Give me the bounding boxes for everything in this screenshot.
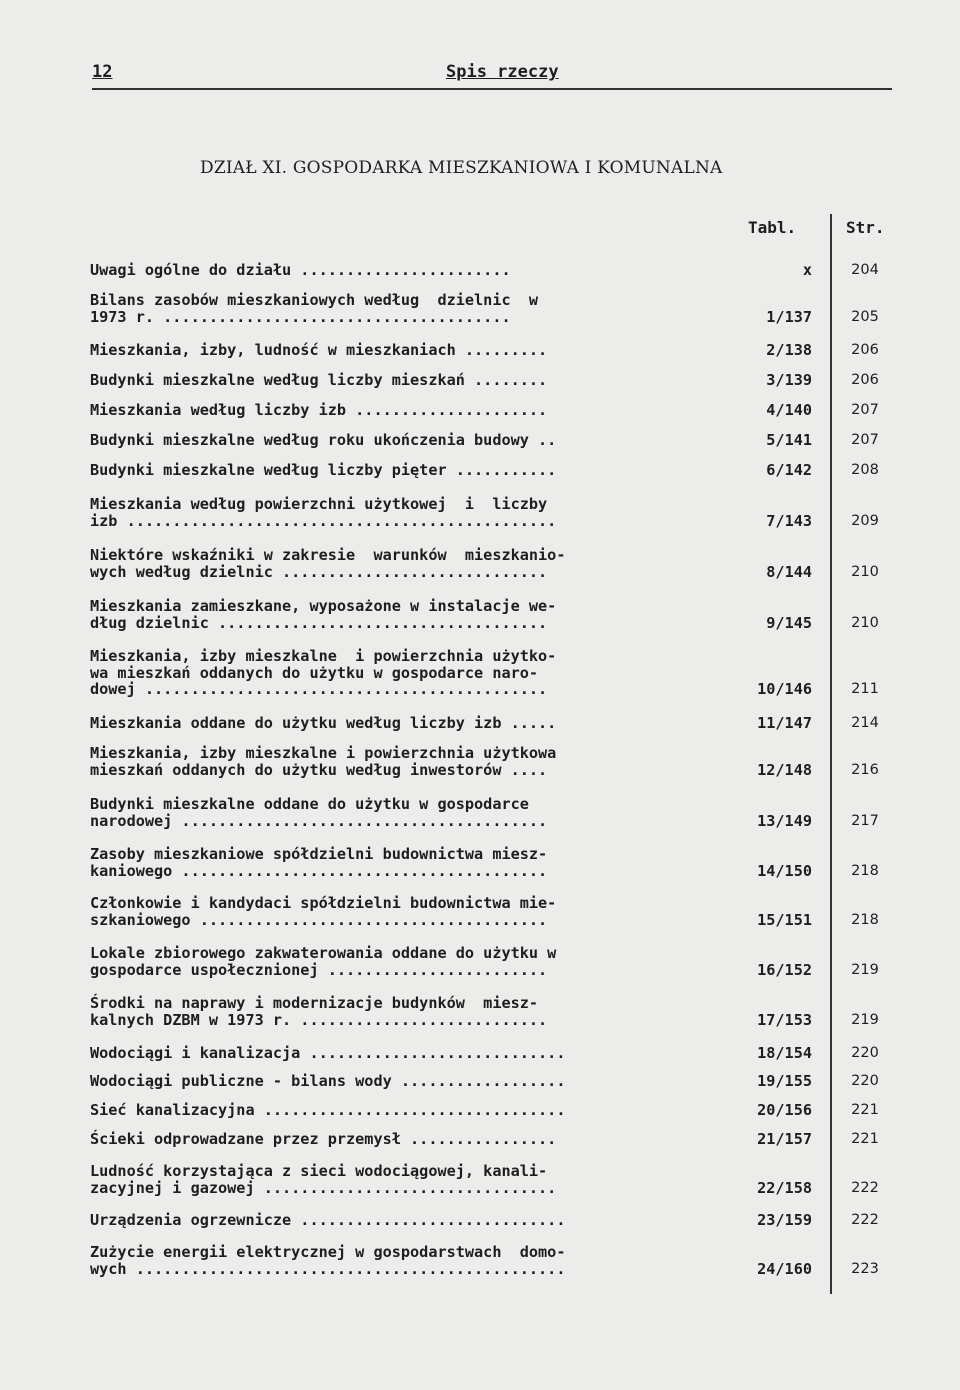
- entry-table-number: 22/158: [757, 1178, 812, 1197]
- entry-table-number: 6/142: [766, 461, 812, 479]
- entry-description-line: dowej ............................................: [90, 680, 548, 698]
- entry-page-number: 220: [851, 1073, 879, 1089]
- entry-description: [90, 1131, 705, 1148]
- entry-table-number: 17/153: [757, 1010, 812, 1029]
- entry-page-number: 214: [851, 715, 879, 731]
- entry-table-number: 11/147: [757, 714, 812, 732]
- entry-description-line: Zużycie energii elektrycznej w gospodarstwach domo-: [90, 1243, 566, 1261]
- entry-table-number: 18/154: [757, 1044, 812, 1062]
- toc-entry: [90, 1045, 890, 1062]
- entry-description-line: Środki na naprawy i modernizacje budynków miesz-: [90, 994, 539, 1012]
- toc-entry: [90, 598, 890, 631]
- entry-page-number: 217: [851, 812, 879, 829]
- toc-entry: [90, 432, 890, 449]
- entry-table-number: 14/150: [757, 861, 812, 880]
- entry-description-line: dług dzielnic ....................................: [90, 613, 548, 632]
- entry-description-line: mieszkań oddanych do użytku według inwestorów ....: [90, 760, 548, 779]
- entry-description: [90, 598, 705, 631]
- entry-table-number: 4/140: [766, 401, 812, 419]
- entry-description-line: Uwagi ogólne do działu .......................: [90, 261, 511, 279]
- entry-description-line: Sieć kanalizacyjna .................................: [90, 1101, 566, 1119]
- entry-table-number: x: [802, 261, 812, 279]
- entry-description-line: wa mieszkań oddanych do użytku w gospodarce naro-: [90, 663, 539, 682]
- entry-description-line: Mieszkania zamieszkane, wyposażone w instalacje we-: [90, 597, 557, 615]
- entry-description: [90, 462, 705, 479]
- entry-page-number: 216: [851, 761, 879, 778]
- entry-description: [90, 547, 705, 580]
- toc-entry: [90, 402, 890, 419]
- entry-description-line: Mieszkania według liczby izb .....................: [90, 401, 548, 419]
- entry-description: [90, 715, 705, 732]
- entry-description: [90, 945, 705, 978]
- entry-page-number: 218: [851, 911, 879, 928]
- entry-description-line: Budynki mieszkalne oddane do użytku w gospodarce: [90, 795, 529, 813]
- entry-page-number: 207: [851, 432, 879, 448]
- toc-entry: [90, 715, 890, 732]
- entry-description: [90, 372, 705, 389]
- entry-page-number: 209: [851, 512, 879, 529]
- entry-description-line: Ludność korzystająca z sieci wodociągowej, kanali-: [90, 1162, 548, 1180]
- toc-entry: [90, 462, 890, 479]
- entry-page-number: 220: [851, 1045, 879, 1061]
- toc-entry: [90, 745, 890, 778]
- running-title: Spis rzeczy: [446, 62, 559, 82]
- toc-entry: [90, 1073, 890, 1090]
- entry-page-number: 210: [851, 563, 879, 580]
- entry-description-line: Mieszkania oddane do użytku według liczby izb .....: [90, 714, 557, 732]
- toc-entry: [90, 1102, 890, 1119]
- entry-table-number: 19/155: [757, 1072, 812, 1090]
- entry-table-number: 2/138: [766, 341, 812, 359]
- entry-description-line: Mieszkania, izby mieszkalne i powierzchnia użytkowa: [90, 744, 557, 762]
- toc-entry: [90, 995, 890, 1028]
- entry-description: [90, 846, 705, 879]
- entry-page-number: 219: [851, 961, 879, 978]
- toc-entry: [90, 1244, 890, 1277]
- entry-description-line: Budynki mieszkalne według roku ukończenia budowy ..: [90, 431, 557, 449]
- entry-table-number: 3/139: [766, 371, 812, 389]
- entry-page-number: 211: [851, 681, 879, 697]
- entry-description-line: Urządzenia ogrzewnicze .............................: [90, 1211, 566, 1229]
- entry-description-line: Mieszkania, izby mieszkalne i powierzchnia użytko-: [90, 647, 557, 665]
- entry-description-line: Zasoby mieszkaniowe spółdzielni budownictwa miesz-: [90, 845, 548, 863]
- toc-entry: [90, 895, 890, 928]
- entry-description-line: zacyjnej i gazowej ................................: [90, 1178, 557, 1197]
- toc-entry: [90, 945, 890, 978]
- entry-description: [90, 432, 705, 449]
- toc-entry: [90, 292, 890, 325]
- entry-table-number: 24/160: [757, 1259, 812, 1278]
- entry-description-line: Niektóre wskaźniki w zakresie warunków mieszkanio-: [90, 546, 566, 564]
- entry-description: [90, 745, 705, 778]
- toc-entry: [90, 1131, 890, 1148]
- entry-table-number: 1/137: [766, 307, 812, 326]
- entry-table-number: 15/151: [757, 910, 812, 929]
- entry-table-number: 9/145: [766, 613, 812, 632]
- entry-description: [90, 895, 705, 928]
- header-rule: [92, 88, 892, 90]
- entry-description: [90, 1212, 705, 1229]
- entry-page-number: 221: [851, 1131, 879, 1147]
- entry-page-number: 222: [851, 1212, 879, 1228]
- entry-description: [90, 496, 705, 529]
- toc-entry: [90, 262, 890, 279]
- toc-entry: [90, 648, 890, 698]
- entry-description: [90, 1045, 705, 1062]
- toc-entry: [90, 1163, 890, 1196]
- entry-description-line: Wodociągi publiczne - bilans wody ..................: [90, 1072, 566, 1090]
- entry-description-line: gospodarce uspołecznionej ........................: [90, 960, 548, 979]
- entry-table-number: 13/149: [757, 811, 812, 830]
- toc-entry: [90, 796, 890, 829]
- entry-description: [90, 1102, 705, 1119]
- toc-entry: [90, 496, 890, 529]
- toc-entry: [90, 846, 890, 879]
- entry-description-line: wych według dzielnic .............................: [90, 562, 548, 581]
- entry-page-number: 206: [851, 372, 879, 388]
- entry-description-line: Bilans zasobów mieszkaniowych według dzielnic w: [90, 291, 539, 309]
- entry-table-number: 5/141: [766, 431, 812, 449]
- column-header-str: Str.: [846, 218, 885, 237]
- section-title: DZIAŁ XI. GOSPODARKA MIESZKANIOWA I KOMUNALNA: [200, 158, 723, 178]
- entry-table-number: 7/143: [766, 511, 812, 530]
- entry-description-line: Ścieki odprowadzane przez przemysł ................: [90, 1130, 557, 1148]
- entry-page-number: 222: [851, 1179, 879, 1196]
- entry-page-number: 219: [851, 1011, 879, 1028]
- entry-page-number: 205: [851, 308, 879, 325]
- entry-description-line: kaniowego ........................................: [90, 861, 548, 880]
- entry-page-number: 218: [851, 862, 879, 879]
- entry-description: [90, 1244, 705, 1277]
- entry-table-number: 21/157: [757, 1130, 812, 1148]
- entry-table-number: 10/146: [757, 680, 812, 698]
- entry-description: [90, 402, 705, 419]
- entry-description: [90, 648, 705, 698]
- entry-page-number: 204: [851, 262, 879, 278]
- entry-page-number: 206: [851, 342, 879, 358]
- entry-description: [90, 1073, 705, 1090]
- entry-description-line: wych ...............................................: [90, 1259, 566, 1278]
- entry-description-line: Mieszkania według powierzchni użytkowej i liczby: [90, 495, 548, 513]
- toc-entry: [90, 372, 890, 389]
- entry-page-number: 208: [851, 462, 879, 478]
- column-header-tabl: Tabl.: [748, 218, 797, 237]
- entry-table-number: 8/144: [766, 562, 812, 581]
- entry-page-number: 221: [851, 1102, 879, 1118]
- entry-description: [90, 292, 705, 325]
- entry-description-line: izb ...............................................: [90, 511, 557, 530]
- entry-table-number: 16/152: [757, 960, 812, 979]
- entry-table-number: 12/148: [757, 760, 812, 779]
- entry-description: [90, 1163, 705, 1196]
- entry-description-line: Lokale zbiorowego zakwaterowania oddane do użytku w: [90, 944, 557, 962]
- entry-description-line: szkaniowego ......................................: [90, 910, 548, 929]
- entry-description-line: Mieszkania, izby, ludność w mieszkaniach .........: [90, 341, 548, 359]
- entry-description-line: Wodociągi i kanalizacja ............................: [90, 1044, 566, 1062]
- entry-description: [90, 995, 705, 1028]
- entry-description: [90, 262, 705, 279]
- entry-description: [90, 796, 705, 829]
- entry-description-line: narodowej ........................................: [90, 811, 548, 830]
- entry-table-number: 23/159: [757, 1211, 812, 1229]
- entry-description-line: Budynki mieszkalne według liczby pięter ...........: [90, 461, 557, 479]
- entry-page-number: 210: [851, 614, 879, 631]
- entry-description-line: Budynki mieszkalne według liczby mieszkań ........: [90, 371, 548, 389]
- entry-table-number: 20/156: [757, 1101, 812, 1119]
- toc-entry: [90, 1212, 890, 1229]
- toc-entry: [90, 547, 890, 580]
- entry-description: [90, 342, 705, 359]
- entry-description-line: kalnych DZBM w 1973 r. ...........................: [90, 1010, 548, 1029]
- entry-description-line: 1973 r. ......................................: [90, 307, 511, 326]
- page-number: 12: [92, 62, 113, 82]
- toc-entry: [90, 342, 890, 359]
- entry-page-number: 223: [851, 1260, 879, 1277]
- entry-description-line: Członkowie i kandydaci spółdzielni budownictwa mie-: [90, 894, 557, 912]
- entry-page-number: 207: [851, 402, 879, 418]
